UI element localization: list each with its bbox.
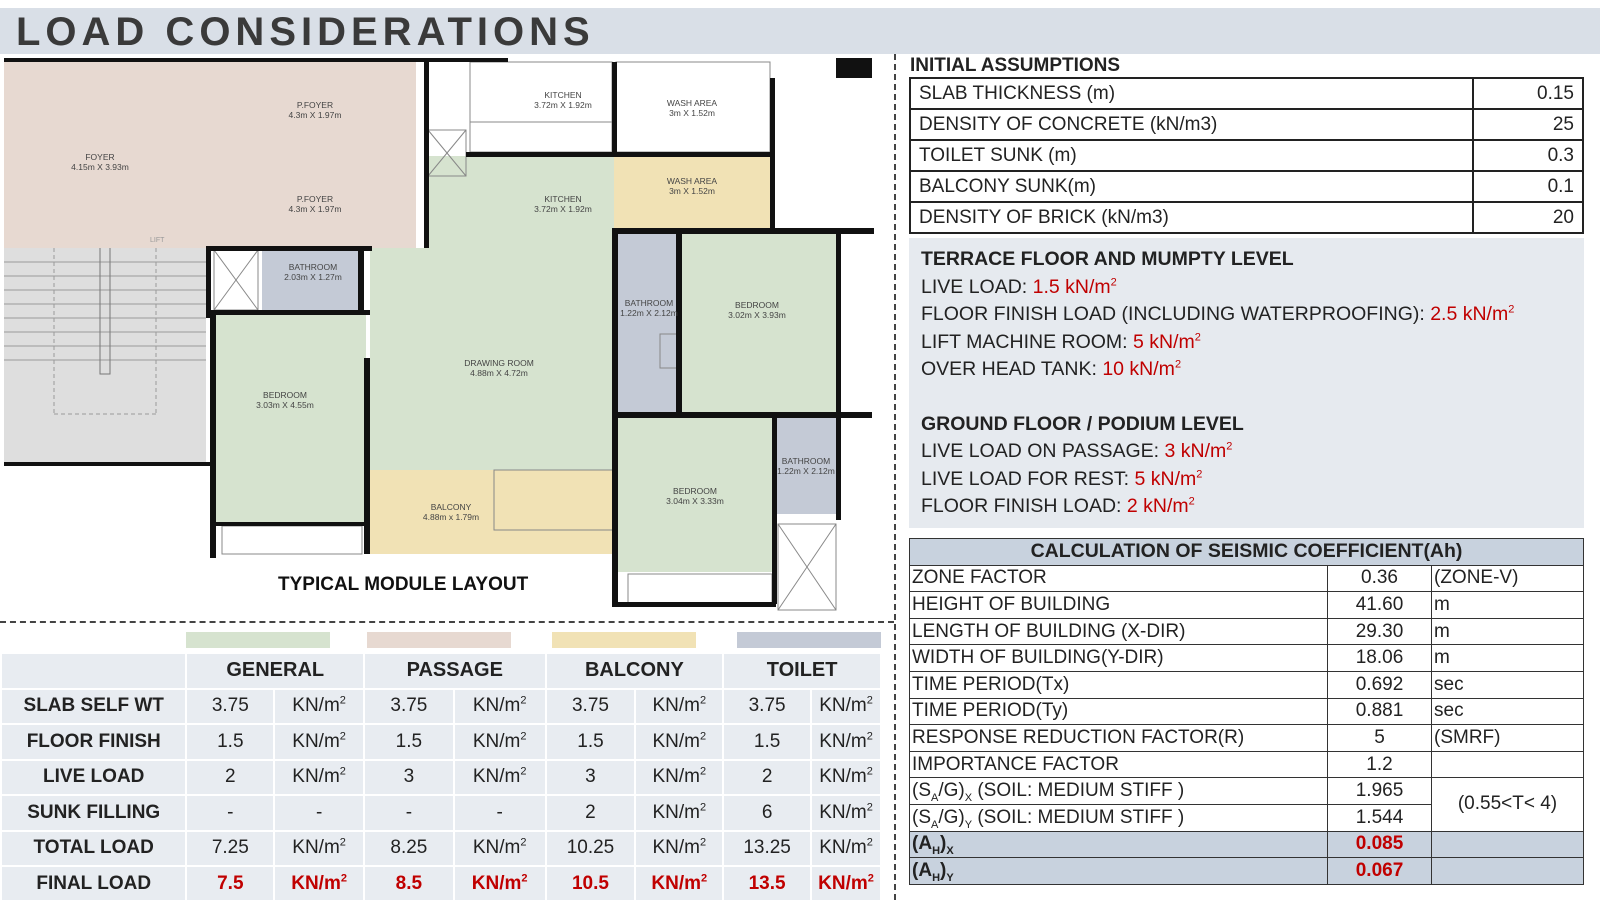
seismic-label: ZONE FACTOR — [910, 565, 1328, 592]
floor-plan — [0, 58, 880, 620]
passage-swatch — [367, 632, 511, 648]
value-cell: 1.5 — [364, 724, 454, 760]
unit-cell: $KN/m^2$ — [454, 831, 546, 867]
value-cell: 10.5 — [546, 866, 636, 900]
seismic-value: 41.60 — [1328, 592, 1432, 619]
sag-x-value: 1.965 — [1328, 778, 1432, 805]
value-cell: 7.25 — [186, 831, 274, 867]
wall — [836, 234, 841, 520]
ah-y-label: $(A_H)_Y$ — [910, 858, 1328, 885]
table-row — [910, 565, 1584, 592]
horizontal-divider — [0, 621, 894, 623]
unit-cell: $KN/m^2$ — [811, 724, 881, 760]
col-header-balcony: BALCONY — [546, 653, 724, 689]
unit-cell: $KN/m^2$ — [274, 866, 364, 900]
seismic-value: 29.30 — [1328, 618, 1432, 645]
unit-cell: $KN/m^2$ — [454, 760, 546, 796]
table-row — [1, 795, 881, 831]
table-row — [910, 618, 1584, 645]
value-cell: 2 — [723, 760, 811, 796]
unit-cell: - — [274, 795, 364, 831]
seismic-value: 5 — [1328, 725, 1432, 752]
wall — [206, 310, 370, 315]
room-label: BATHROOM 1.22m X 2.12m — [777, 456, 835, 476]
plan-caption: TYPICAL MODULE LAYOUT — [278, 574, 529, 595]
table-row — [1, 689, 881, 725]
seismic-title: CALCULATION OF SEISMIC COEFFICIENT(Ah) — [910, 539, 1584, 566]
value-cell: 1.5 — [546, 724, 636, 760]
table-row — [910, 592, 1584, 619]
room-label: P.FOYER 4.3m X 1.97m — [288, 100, 342, 120]
value-cell: 7.5 — [186, 866, 274, 900]
value-cell: 1.5 — [723, 724, 811, 760]
value-cell: 10.25 — [546, 831, 636, 867]
assumption-value: 20 — [1473, 202, 1583, 233]
terrace-live-load: LIVE LOAD: 1.5 $kN/m^2$ — [921, 275, 1117, 298]
row-label: FINAL LOAD — [1, 866, 186, 900]
seismic-unit — [1432, 751, 1584, 778]
value-cell: 3.75 — [546, 689, 636, 725]
assumption-value: 0.15 — [1473, 78, 1583, 109]
ground-rest-load: LIVE LOAD FOR REST: 5 $kN/m^2$ — [921, 467, 1203, 490]
table-row — [910, 671, 1584, 698]
toilet-swatch — [737, 632, 881, 648]
wall — [4, 462, 210, 466]
assumptions-table — [909, 77, 1584, 234]
terrace-tank: OVER HEAD TANK: 10 $kN/m^2$ — [921, 358, 1182, 380]
seismic-label: WIDTH OF BUILDING(Y-DIR) — [910, 645, 1328, 672]
seismic-unit: m — [1432, 645, 1584, 672]
unit-cell: $KN/m^2$ — [635, 795, 723, 831]
room-label: KITCHEN 3.72m X 1.92m — [534, 194, 592, 214]
unit-cell: $KN/m^2$ — [274, 689, 364, 725]
unit-cell: $KN/m^2$ — [811, 795, 881, 831]
value-cell: - — [364, 795, 454, 831]
wall — [770, 78, 775, 232]
seismic-label: IMPORTANCE FACTOR — [910, 751, 1328, 778]
ground-floor-finish: FLOOR FINISH LOAD: 2 $kN/m^2$ — [921, 495, 1195, 517]
table-row — [910, 140, 1583, 171]
col-header-toilet: TOILET — [723, 653, 881, 689]
terrace-floor-finish: FLOOR FINISH LOAD (INCLUDING WATERPROOFING): 2.5 $kN/m^2$ — [921, 303, 1515, 325]
row-label: SLAB SELF WT — [1, 689, 186, 725]
value-cell: 3.75 — [723, 689, 811, 725]
terrace-title: TERRACE FLOOR AND MUMPTY LEVEL — [921, 248, 1294, 270]
value-cell: 8.5 — [364, 866, 454, 900]
table-row — [910, 645, 1584, 672]
assumption-label: SLAB THICKNESS (m) — [910, 78, 1473, 109]
row-label: LIVE LOAD — [1, 760, 186, 796]
wall — [206, 246, 211, 318]
loads-table — [0, 652, 882, 900]
table-row — [910, 109, 1583, 140]
ah-x-row — [910, 831, 1584, 858]
vertical-divider — [894, 54, 896, 900]
value-cell: 3 — [546, 760, 636, 796]
seismic-value: 0.36 — [1328, 565, 1432, 592]
table-row — [910, 778, 1584, 805]
assumption-value: 25 — [1473, 109, 1583, 140]
spacer — [921, 384, 1572, 411]
empty-cell — [1432, 858, 1584, 885]
wall — [614, 152, 774, 157]
value-cell: 8.25 — [364, 831, 454, 867]
room-label: WASH AREA 3m X 1.52m — [666, 176, 718, 196]
seismic-unit: (ZONE-V) — [1432, 565, 1584, 592]
room-label: BATHROOM 1.22m X 2.12m — [620, 298, 678, 318]
assumption-label: TOILET SUNK (m) — [910, 140, 1473, 171]
unit-cell: $KN/m^2$ — [635, 689, 723, 725]
seismic-value: 1.2 — [1328, 751, 1432, 778]
ground-title: GROUND FLOOR / PODIUM LEVEL — [921, 412, 1244, 435]
assumption-value: 0.3 — [1473, 140, 1583, 171]
value-cell: 3.75 — [186, 689, 274, 725]
room-label: BATHROOM 2.03m X 1.27m — [284, 262, 342, 282]
wall — [612, 412, 872, 418]
room-label: BEDROOM 3.02m X 3.93m — [728, 300, 786, 320]
unit-cell: $KN/m^2$ — [454, 689, 546, 725]
ah-y-row — [910, 858, 1584, 885]
balcony-swatch — [552, 632, 696, 648]
value-cell: 2 — [186, 760, 274, 796]
unit-cell: $KN/m^2$ — [454, 724, 546, 760]
col-header-passage: PASSAGE — [364, 653, 546, 689]
unit-cell: $KN/m^2$ — [811, 866, 881, 900]
table-row — [910, 698, 1584, 725]
room-label: BALCONY 4.88m x 1.79m — [422, 502, 480, 522]
corner-cell — [1, 653, 186, 689]
sag-y-value: 1.544 — [1328, 804, 1432, 831]
value-cell: 2 — [546, 795, 636, 831]
wall — [466, 152, 614, 157]
wall — [614, 228, 874, 234]
room-label: BEDROOM 3.04m X 3.33m — [666, 486, 724, 506]
room-label: KITCHEN 3.72m X 1.92m — [534, 90, 592, 110]
row-label: TOTAL LOAD — [1, 831, 186, 867]
seismic-unit: m — [1432, 618, 1584, 645]
room-label: P.FOYER 4.3m X 1.97m — [288, 194, 342, 214]
unit-cell: $KN/m^2$ — [635, 866, 723, 900]
seismic-value: 0.881 — [1328, 698, 1432, 725]
assumption-label: DENSITY OF BRICK (kN/m3) — [910, 202, 1473, 233]
seismic-unit: (SMRF) — [1432, 725, 1584, 752]
value-cell: 3.75 — [364, 689, 454, 725]
terrace-lift-room: LIFT MACHINE ROOM: 5 $kN/m^2$ — [921, 330, 1201, 353]
seismic-unit: sec — [1432, 671, 1584, 698]
unit-cell: $KN/m^2$ — [274, 831, 364, 867]
room-label: WASH AREA 3m X 1.52m — [666, 98, 718, 118]
unit-cell: $KN/m^2$ — [635, 831, 723, 867]
unit-cell: $KN/m^2$ — [811, 689, 881, 725]
loads-header-row — [1, 653, 881, 689]
assumption-label: BALCONY SUNK(m) — [910, 171, 1473, 202]
general-swatch — [186, 632, 330, 648]
seismic-label: HEIGHT OF BUILDING — [910, 592, 1328, 619]
shaft-crosses — [0, 58, 880, 620]
seismic-table — [909, 538, 1584, 885]
row-label: FLOOR FINISH — [1, 724, 186, 760]
table-row — [1, 760, 881, 796]
table-row — [910, 171, 1583, 202]
final-load-row — [1, 866, 881, 900]
title-bar — [0, 8, 1600, 54]
wall — [210, 522, 370, 526]
seismic-label: TIME PERIOD(Tx) — [910, 671, 1328, 698]
unit-cell: $KN/m^2$ — [811, 760, 881, 796]
wall — [612, 62, 617, 152]
value-cell: 13.5 — [723, 866, 811, 900]
assumptions-title: INITIAL ASSUMPTIONS — [910, 55, 1121, 76]
seismic-unit: sec — [1432, 698, 1584, 725]
table-row — [1, 724, 881, 760]
sag-y-label: $(S_A/G)_Y$ (SOIL: MEDIUM STIFF ) — [910, 804, 1328, 831]
wall — [206, 246, 372, 251]
table-row — [910, 202, 1583, 233]
ah-x-value: 0.085 — [1328, 831, 1432, 858]
period-range: (0.55<T< 4) — [1432, 778, 1584, 831]
table-row — [910, 78, 1583, 109]
unit-cell: $KN/m^2$ — [454, 866, 546, 900]
unit-cell: $KN/m^2$ — [811, 831, 881, 867]
seismic-unit: m — [1432, 592, 1584, 619]
value-cell: - — [186, 795, 274, 831]
value-cell: 6 — [723, 795, 811, 831]
table-row — [1, 831, 881, 867]
page-title: LOAD CONSIDERATIONS — [16, 10, 595, 54]
unit-cell: $KN/m^2$ — [635, 724, 723, 760]
wall — [836, 58, 872, 78]
unit-cell: $KN/m^2$ — [274, 724, 364, 760]
wall — [4, 58, 508, 62]
seismic-label: TIME PERIOD(Ty) — [910, 698, 1328, 725]
room-label: BEDROOM 3.03m X 4.55m — [256, 390, 314, 410]
wall — [612, 602, 776, 607]
wall — [772, 414, 777, 604]
seismic-label: LENGTH OF BUILDING (X-DIR) — [910, 618, 1328, 645]
ah-x-label: $(A_H)_X$ — [910, 831, 1328, 858]
ground-passage-load: LIVE LOAD ON PASSAGE: 3 $kN/m^2$ — [921, 440, 1233, 462]
assumption-label: DENSITY OF CONCRETE (kN/m3) — [910, 109, 1473, 140]
value-cell: 3 — [364, 760, 454, 796]
unit-cell: $KN/m^2$ — [274, 760, 364, 796]
seismic-header-row — [910, 539, 1584, 566]
table-row — [910, 725, 1584, 752]
sag-x-label: $(S_A/G)_X$ (SOIL: MEDIUM STIFF ) — [910, 778, 1328, 805]
seismic-value: 18.06 — [1328, 645, 1432, 672]
wall — [676, 234, 682, 414]
unit-cell: $KN/m^2$ — [635, 760, 723, 796]
ah-y-value: 0.067 — [1328, 858, 1432, 885]
room-label: DRAWING ROOM 4.88m X 4.72m — [464, 358, 534, 378]
seismic-value: 0.692 — [1328, 671, 1432, 698]
floor-loads-box — [909, 238, 1584, 528]
table-row — [910, 751, 1584, 778]
wall — [358, 246, 364, 314]
room-label: FOYER 4.15m X 3.93m — [71, 152, 129, 172]
lift-label: LIFT — [150, 237, 165, 244]
wall — [424, 58, 429, 248]
empty-cell — [1432, 831, 1584, 858]
seismic-label: RESPONSE REDUCTION FACTOR(R) — [910, 725, 1328, 752]
value-cell: 13.25 — [723, 831, 811, 867]
assumption-value: 0.1 — [1473, 171, 1583, 202]
unit-cell: - — [454, 795, 546, 831]
value-cell: 1.5 — [186, 724, 274, 760]
col-header-general: GENERAL — [186, 653, 364, 689]
row-label: SUNK FILLING — [1, 795, 186, 831]
